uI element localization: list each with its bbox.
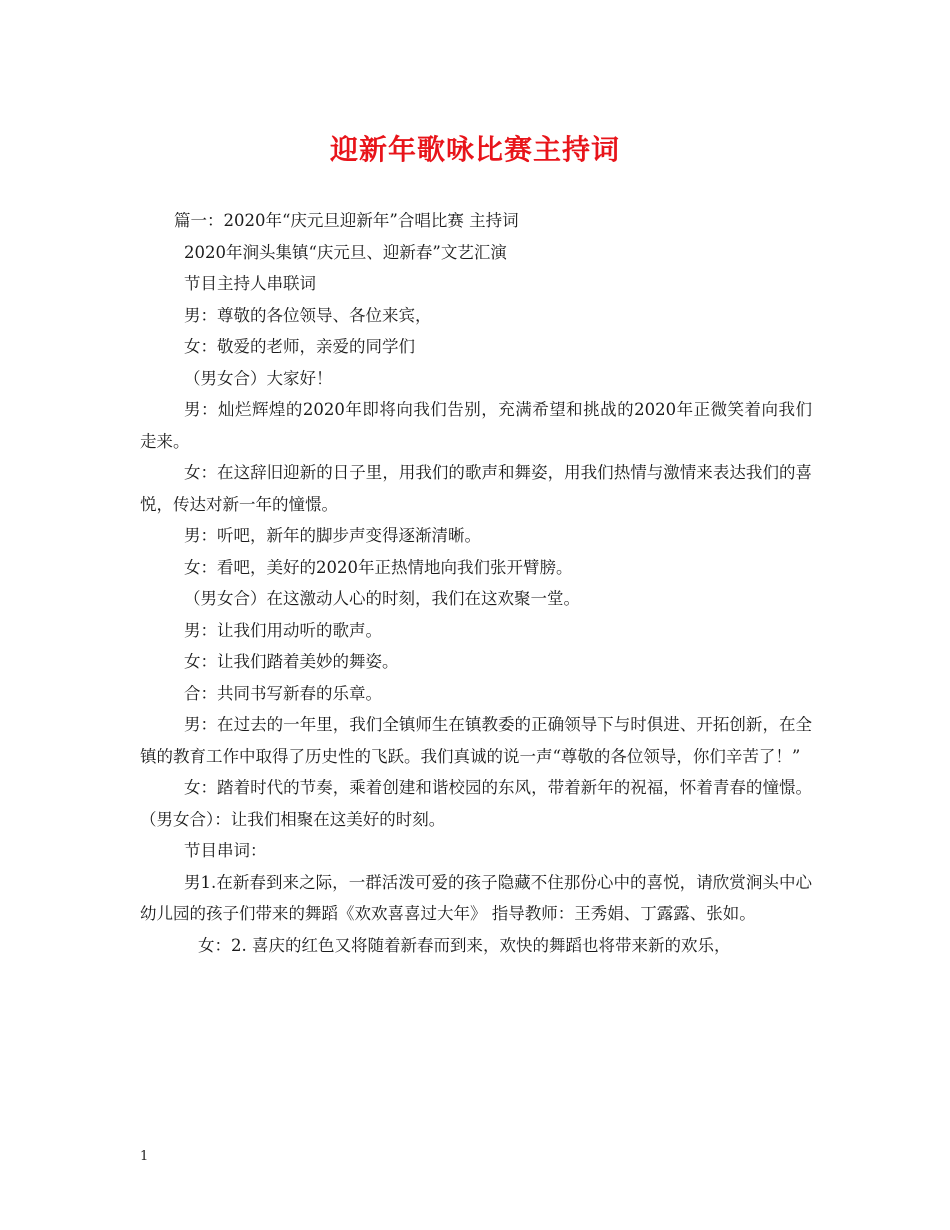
paragraph: （男女合）在这激动人心的时刻，我们在这欢聚一堂。 bbox=[184, 589, 580, 608]
paragraph: 节目主持人串联词 bbox=[184, 274, 316, 293]
paragraph: 女：敬爱的老师，亲爱的同学们 bbox=[184, 337, 415, 356]
paragraph: 女：踏着时代的节奏，乘着创建和谐校园的东风，带着新年的祝福，怀着青春的憧憬。 （男女合）：让我们相聚在这美好的时刻。 bbox=[140, 778, 812, 829]
paragraph: 女：让我们踏着美妙的舞姿。 bbox=[184, 652, 399, 671]
paragraph: 篇一：2020年“庆元旦迎新年”合唱比赛 主持词 bbox=[174, 211, 519, 230]
paragraph: 男：在过去的一年里，我们全镇师生在镇教委的正确领导下与时俱进、开拓创新，在全镇的教育工作中取得了历史性的飞跃。我们真诚的说一声“尊敬的各位领导，你们辛苦了！” bbox=[140, 715, 812, 766]
document-title: 迎新年歌咏比赛主持词 bbox=[329, 133, 620, 166]
paragraph: （男女合）大家好！ bbox=[184, 368, 333, 388]
page-number: 1 bbox=[140, 1149, 149, 1164]
paragraph: 节目串词： bbox=[184, 841, 267, 860]
paragraph: 合：共同书写新春的乐章。 bbox=[184, 683, 382, 703]
paragraph: 男：灿烂辉煌的2020年即将向我们告别，充满希望和挑战的2020年正微笑着向我们走来。 bbox=[140, 400, 812, 451]
paragraph: 2020年涧头集镇“庆元旦、迎新春”文艺汇演 bbox=[184, 242, 507, 262]
paragraph: 男：让我们用动听的歌声。 bbox=[184, 620, 382, 640]
paragraph: 男：尊敬的各位领导、各位来宾， bbox=[184, 305, 432, 325]
paragraph: 女：在这辞旧迎新的日子里，用我们的歌声和舞姿，用我们热情与激情来表达我们的喜悦，传达对新一年的憧憬。 bbox=[140, 463, 812, 514]
paragraph: 女：2. 喜庆的红色又将随着新春而到来，欢快的舞蹈也将带来新的欢乐， bbox=[198, 935, 731, 955]
paragraph: 男1.在新春到来之际，一群活泼可爱的孩子隐藏不住那份心中的喜悦，请欣赏涧头中心幼儿园的孩子们带来的舞蹈《欢欢喜喜过大年》 指导教师：王秀娟、丁露露、张如。 bbox=[140, 872, 812, 923]
paragraph: 男：听吧，新年的脚步声变得逐渐清晰。 bbox=[184, 526, 481, 545]
document-body bbox=[140, 205, 812, 961]
paragraph: 女：看吧，美好的2020年正热情地向我们张开臂膀。 bbox=[184, 557, 573, 577]
